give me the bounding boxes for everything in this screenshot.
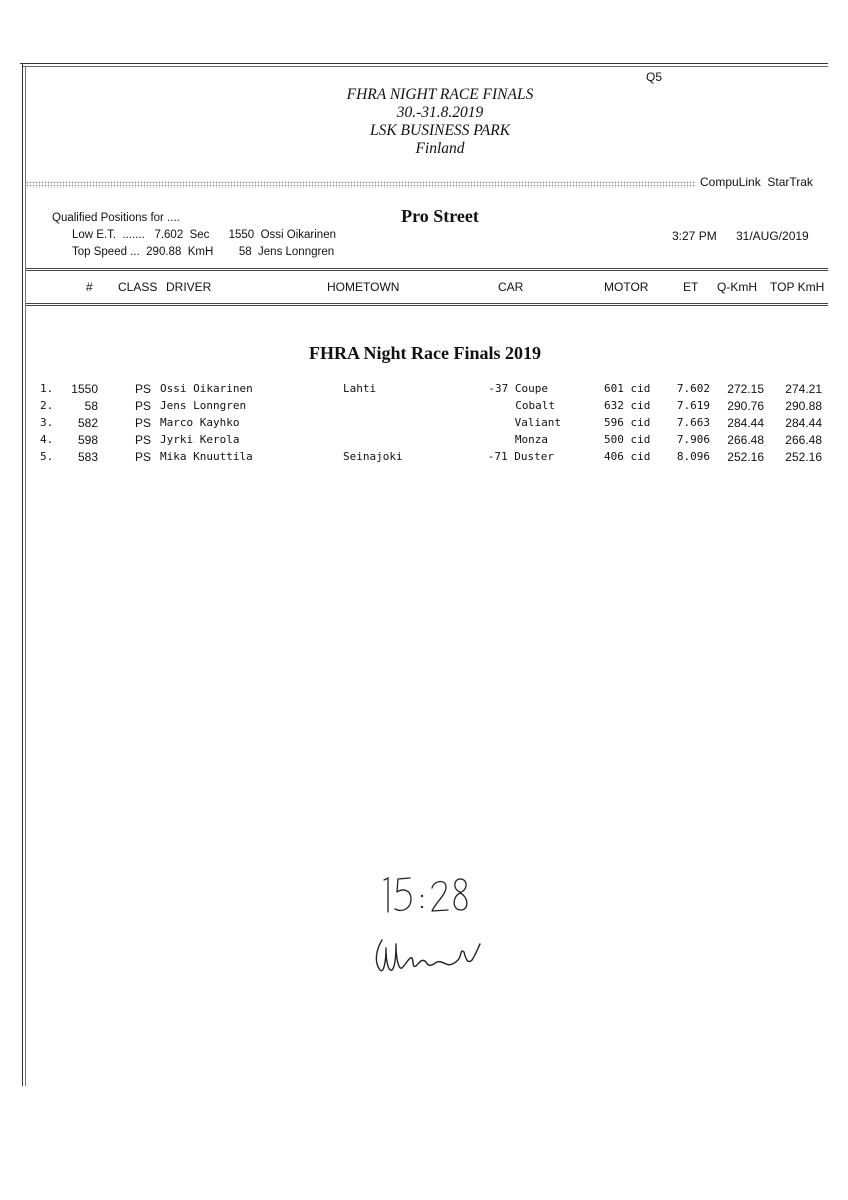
event-header — [240, 86, 640, 158]
event-dates: 30.-31.8.2019 — [396, 104, 484, 121]
row-position: 4. — [40, 433, 54, 446]
row-motor: 406 cid — [604, 450, 651, 463]
row-number: 598 — [77, 433, 98, 447]
row-number: 58 — [84, 399, 98, 413]
row-class: PS — [135, 399, 152, 413]
col-header-qkmh: Q-KmH — [717, 280, 757, 294]
header-rule-top-2 — [26, 270, 828, 271]
row-class: PS — [135, 450, 152, 464]
row-hometown: Seinajoki — [343, 450, 403, 463]
row-class: PS — [135, 416, 152, 430]
print-date: 31/AUG/2019 — [736, 229, 809, 243]
col-header-hometown: HOMETOWN — [327, 280, 400, 294]
row-et: 7.663 — [676, 416, 710, 429]
page-code: Q5 — [646, 70, 663, 84]
signature — [364, 930, 504, 990]
header-rule-bottom-2 — [26, 305, 828, 306]
section-title: FHRA Night Race Finals 2019 — [309, 343, 541, 363]
row-driver: Jens Lonngren — [160, 399, 247, 412]
row-hometown: Lahti — [343, 382, 377, 395]
page-frame-left — [22, 63, 23, 1086]
table-row — [0, 433, 848, 450]
col-header-car: CAR — [498, 280, 524, 294]
row-topkmh: 290.88 — [785, 399, 822, 413]
class-title: Pro Street — [401, 206, 479, 226]
row-class: PS — [135, 433, 152, 447]
row-motor: 632 cid — [604, 399, 651, 412]
low-et-record: Low E.T. ....... 7.602 Sec 1550 Ossi Oikarinen — [72, 229, 336, 241]
col-header-class: CLASS — [118, 280, 158, 294]
row-motor: 500 cid — [604, 433, 651, 446]
top-speed-record: Top Speed ... 290.88 KmH 58 Jens Lonngren — [72, 246, 335, 258]
row-topkmh: 266.48 — [785, 433, 822, 447]
row-car: -37 Coupe — [488, 382, 548, 395]
row-qkmh: 284.44 — [727, 416, 764, 430]
row-et: 7.906 — [676, 433, 710, 446]
col-header-motor: MOTOR — [604, 280, 649, 294]
row-position: 2. — [40, 399, 54, 412]
page-frame-top-inner — [22, 66, 828, 67]
row-car: Monza — [514, 433, 548, 446]
col-header-driver: DRIVER — [166, 280, 212, 294]
row-qkmh: 266.48 — [727, 433, 764, 447]
row-position: 3. — [40, 416, 54, 429]
row-car: -71 Duster — [487, 450, 554, 463]
row-et: 7.602 — [676, 382, 710, 395]
header-rule-top — [26, 268, 828, 269]
row-motor: 596 cid — [604, 416, 651, 429]
row-topkmh: 252.16 — [785, 450, 822, 464]
row-topkmh: 284.44 — [785, 416, 822, 430]
row-position: 5. — [40, 450, 54, 463]
table-row — [0, 416, 848, 433]
row-qkmh: 252.16 — [727, 450, 764, 464]
print-time: 3:27 PM — [672, 229, 717, 243]
row-motor: 601 cid — [604, 382, 651, 395]
event-title: FHRA NIGHT RACE FINALS — [346, 86, 534, 103]
page-frame-left-inner — [25, 66, 26, 1086]
row-qkmh: 290.76 — [727, 399, 764, 413]
row-et: 8.096 — [676, 450, 710, 463]
col-header-num: # — [86, 280, 93, 294]
row-driver: Marco Kayhko — [160, 416, 240, 429]
row-car: Cobalt — [515, 399, 555, 412]
row-class: PS — [135, 382, 152, 396]
row-topkmh: 274.21 — [785, 382, 822, 396]
page-frame-top — [20, 63, 828, 64]
row-driver: Ossi Oikarinen — [160, 382, 253, 395]
qualified-positions-label: Qualified Positions for .... — [52, 212, 180, 224]
event-country: Finland — [415, 140, 465, 157]
row-et: 7.619 — [676, 399, 710, 412]
row-number: 582 — [77, 416, 98, 430]
row-qkmh: 272.15 — [727, 382, 764, 396]
table-row — [0, 450, 848, 467]
row-driver: Jyrki Kerola — [160, 433, 240, 446]
dotted-separator — [26, 181, 696, 188]
table-row — [0, 399, 848, 416]
col-header-topkmh: TOP KmH — [770, 280, 825, 294]
col-header-et: ET — [683, 280, 699, 294]
header-rule-bottom — [26, 303, 828, 304]
row-position: 1. — [40, 382, 54, 395]
timing-system-label: CompuLink StarTrak — [700, 175, 813, 189]
row-driver: Mika Knuuttila — [160, 450, 253, 463]
row-number: 583 — [77, 450, 98, 464]
row-car: Valiant — [514, 416, 561, 429]
event-venue: LSK BUSINESS PARK — [369, 122, 511, 139]
table-row — [0, 382, 848, 399]
row-number: 1550 — [71, 382, 98, 396]
handwritten-annotation — [370, 870, 510, 995]
